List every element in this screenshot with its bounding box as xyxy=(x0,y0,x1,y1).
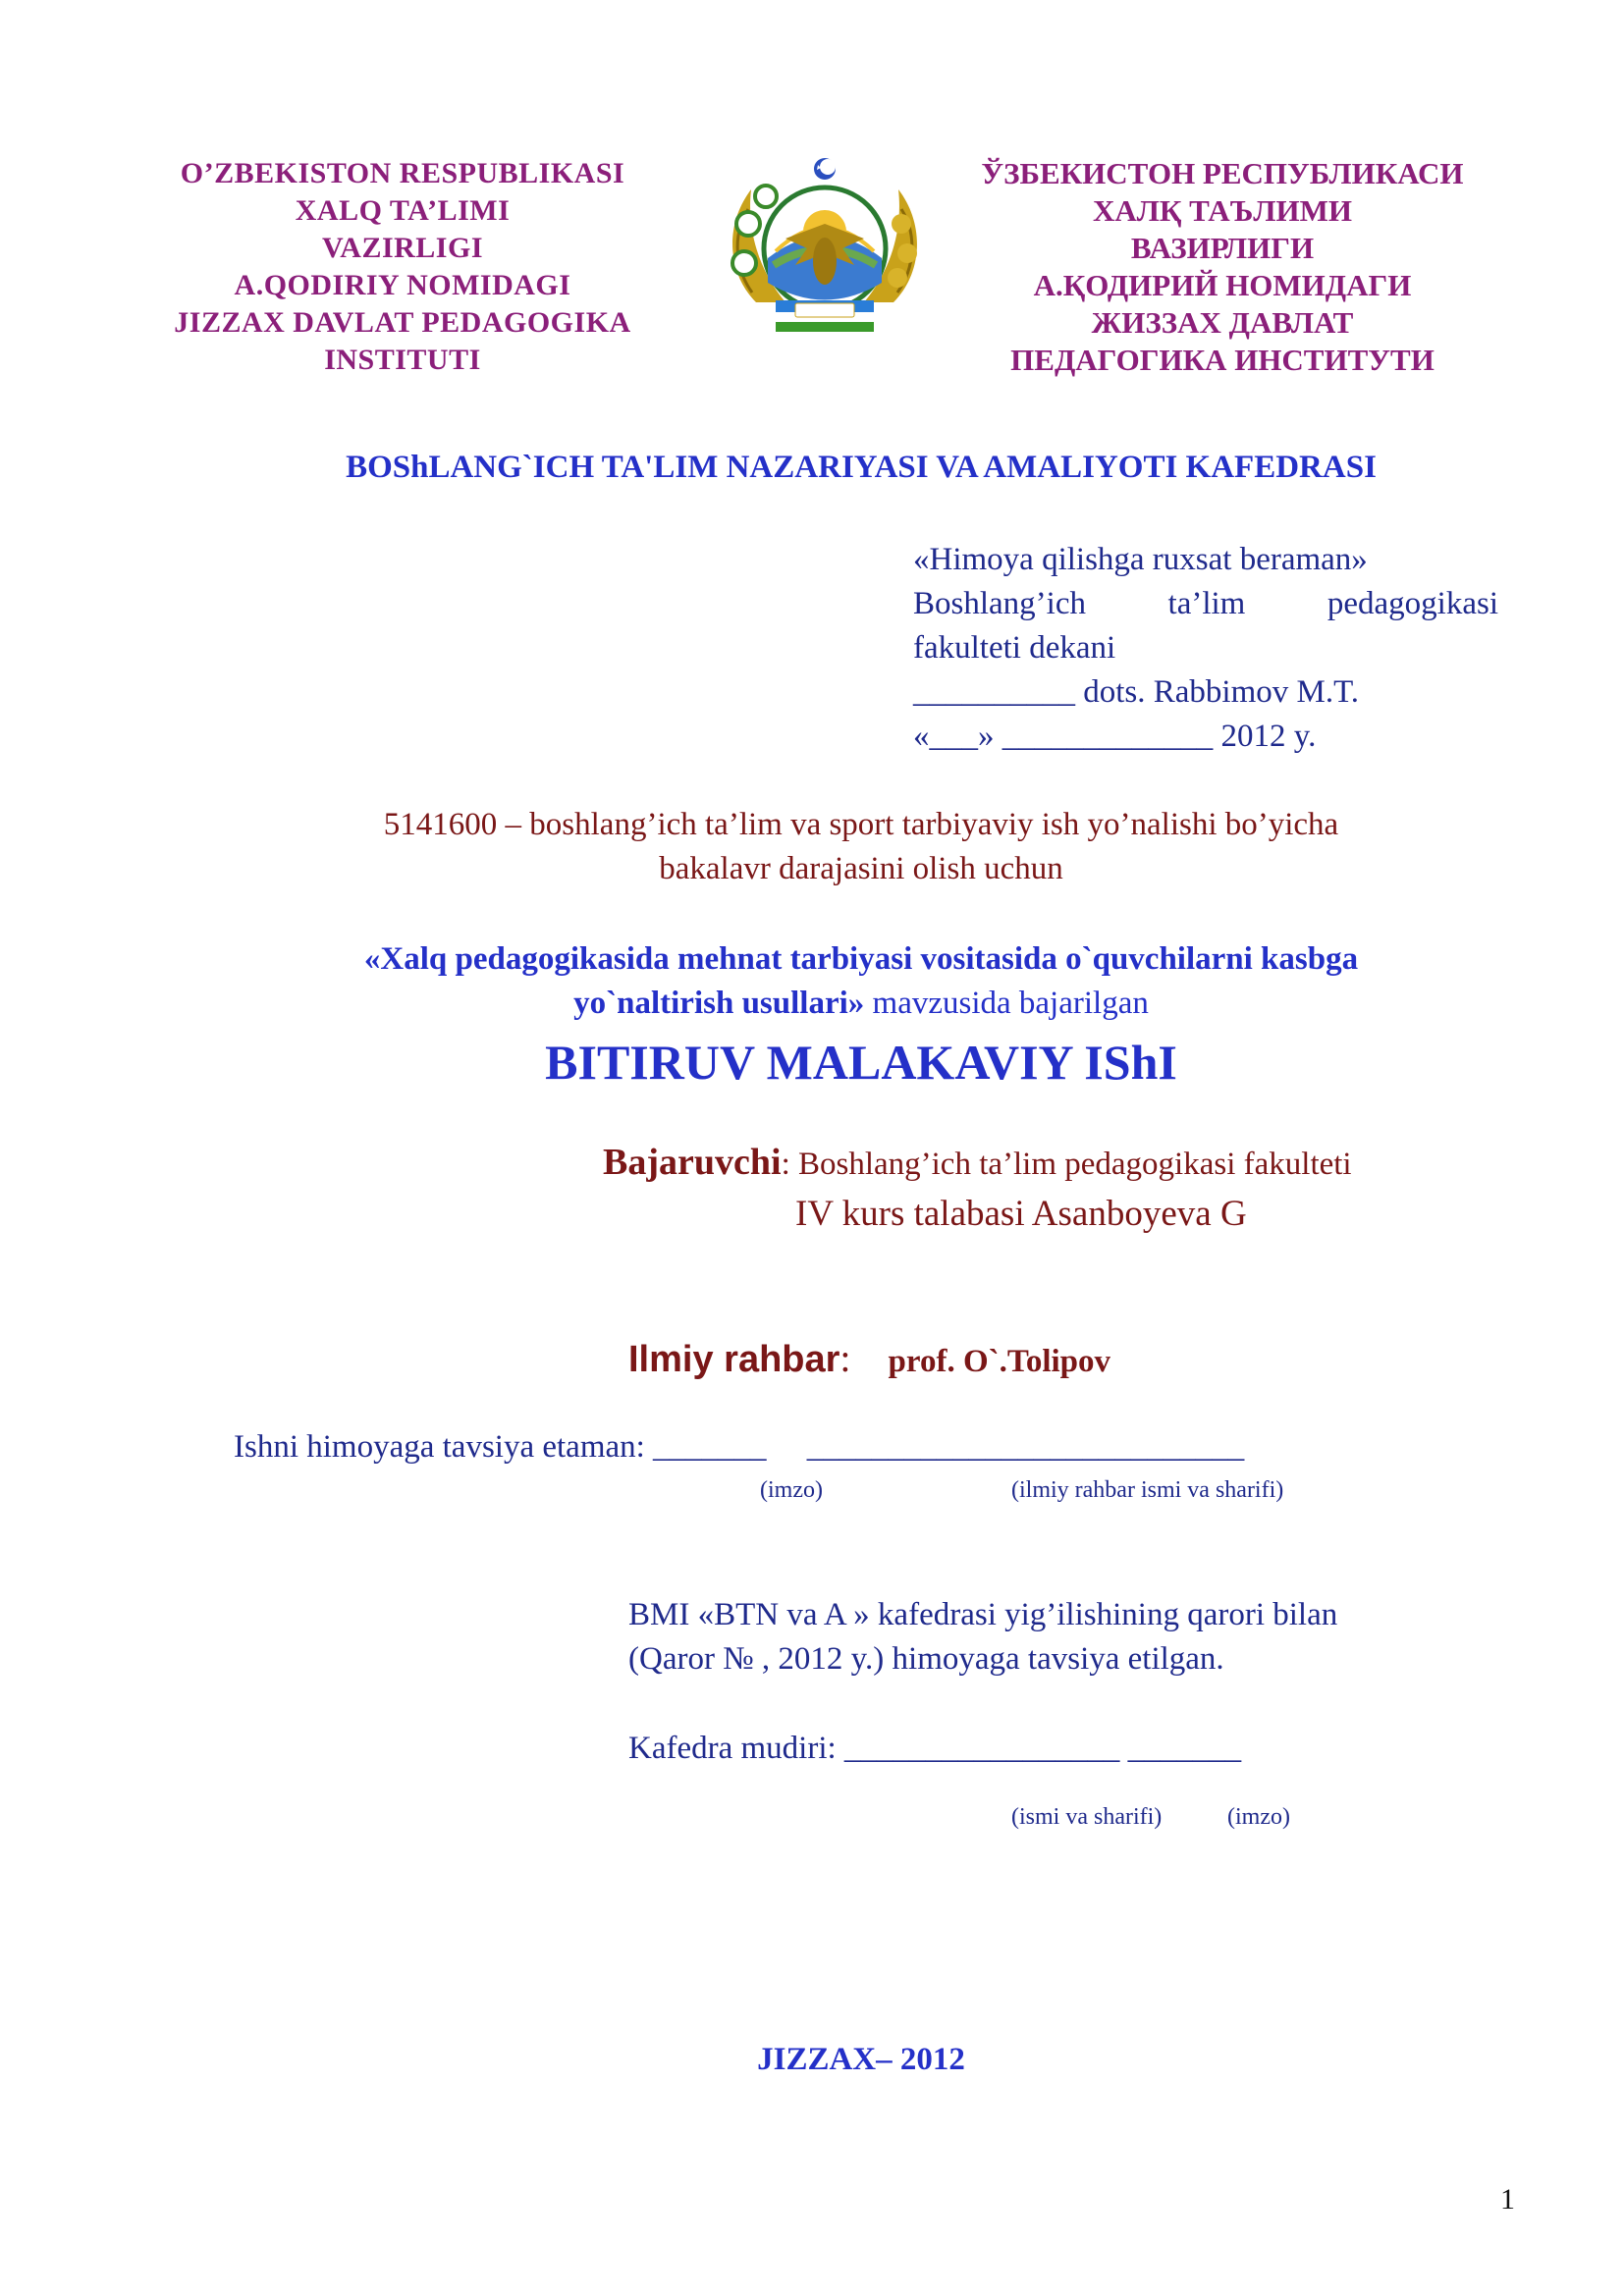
header-left-line: A.QODIRIY NOMIDAGI xyxy=(234,269,571,301)
page-number: 1 xyxy=(1500,2183,1515,2216)
recommendation-line: Ishni himoyaga tavsiya etaman: _______ ___________________________ xyxy=(234,1429,1245,1465)
header-left xyxy=(147,155,658,379)
header-right-line: ВАЗИРЛИГИ xyxy=(1130,231,1315,265)
approval-line: Boshlang’ich ta’lim pedagogikasi xyxy=(913,586,1498,621)
topic-line: «Xalq pedagogikasida mehnat tarbiyasi vositasida o`quvchilarni kasbga xyxy=(363,941,1359,977)
header-right-line: ЎЗБЕКИСТОН РЕСПУБЛИКАСИ xyxy=(981,156,1464,190)
header-left-line: VAZIRLIGI xyxy=(321,232,483,264)
performer-student: IV kurs talabasi Asanboyeva G xyxy=(795,1194,1247,1234)
header-right-line: ЖИЗЗАХ ДАВЛАТ xyxy=(1091,305,1354,340)
header-right xyxy=(943,155,1502,379)
header-left-line: JIZZAX DAVLAT PEDAGOGIKA xyxy=(174,306,631,339)
caption-signature: (imzo) xyxy=(760,1477,823,1503)
department-head-line: Kafedra mudiri: _________________ _______ xyxy=(628,1731,1242,1766)
performer-text: : Boshlang’ich ta’lim pedagogikasi fakulteti xyxy=(781,1147,1352,1182)
performer-line xyxy=(603,1141,1526,1187)
performer-label: Bajaruvchi xyxy=(603,1142,782,1183)
topic-bold-part: yo`naltirish usullari» xyxy=(573,986,865,1021)
decision-line: (Qaror № , 2012 y.) himoyaga tavsiya etilgan. xyxy=(628,1641,1224,1677)
thesis-topic xyxy=(147,937,1575,1026)
footer-city-year: JIZZAX– 2012 xyxy=(757,2042,965,2077)
uzbekistan-state-emblem-icon xyxy=(717,155,933,338)
work-title: BITIRUV MALAKAVIY IShI xyxy=(545,1035,1177,1090)
caption-head-name: (ismi va sharifi) xyxy=(1011,1804,1163,1830)
header-right-line: А.ҚОДИРИЙ НОМИДАГИ xyxy=(1033,268,1412,302)
supervisor-colon: : xyxy=(839,1336,851,1380)
header-left-line: XALQ TA’LIMI xyxy=(295,194,511,227)
approval-line: __________ dots. Rabbimov M.T. xyxy=(913,674,1360,710)
decision-line: BMI «BTN va A » kafedrasi yig’ilishining qarori bilan xyxy=(628,1597,1338,1632)
header-left-line: O’ZBEKISTON RESPUBLIKASI xyxy=(180,157,625,189)
header-right-line: ПЕДАГОГИКА ИНСТИТУТИ xyxy=(1010,343,1435,377)
header-left-line: INSTITUTI xyxy=(324,344,481,376)
approval-block xyxy=(913,538,1498,759)
topic-rest-part: mavzusida bajarilgan xyxy=(864,986,1149,1021)
direction-line: 5141600 – boshlang’ich ta’lim va sport tarbiyaviy ish yo’nalishi bo’yicha xyxy=(383,807,1339,842)
department-decision xyxy=(628,1593,1492,1682)
direction-line: bakalavr darajasini olish uchun xyxy=(659,851,1063,886)
approval-line: fakulteti dekani xyxy=(913,630,1116,666)
supervisor-label: Ilmiy rahbar xyxy=(628,1339,840,1380)
header-right-line: ХАЛҚ ТАЪЛИМИ xyxy=(1093,193,1352,228)
supervisor-name: prof. O`.Tolipov xyxy=(888,1344,1111,1379)
supervisor-line xyxy=(628,1335,1110,1381)
degree-direction xyxy=(147,803,1575,891)
approval-line: «___» _____________ 2012 y. xyxy=(913,719,1317,754)
topic-line xyxy=(147,982,1575,1026)
caption-supervisor-name: (ilmiy rahbar ismi va sharifi) xyxy=(1011,1477,1284,1503)
approval-line: «Himoya qilishga ruxsat beraman» xyxy=(913,542,1368,577)
department-title: BOShLANG`ICH TA'LIM NAZARIYASI VA AMALIYOTI KAFEDRASI xyxy=(346,450,1377,485)
caption-head-signature: (imzo) xyxy=(1227,1804,1290,1830)
